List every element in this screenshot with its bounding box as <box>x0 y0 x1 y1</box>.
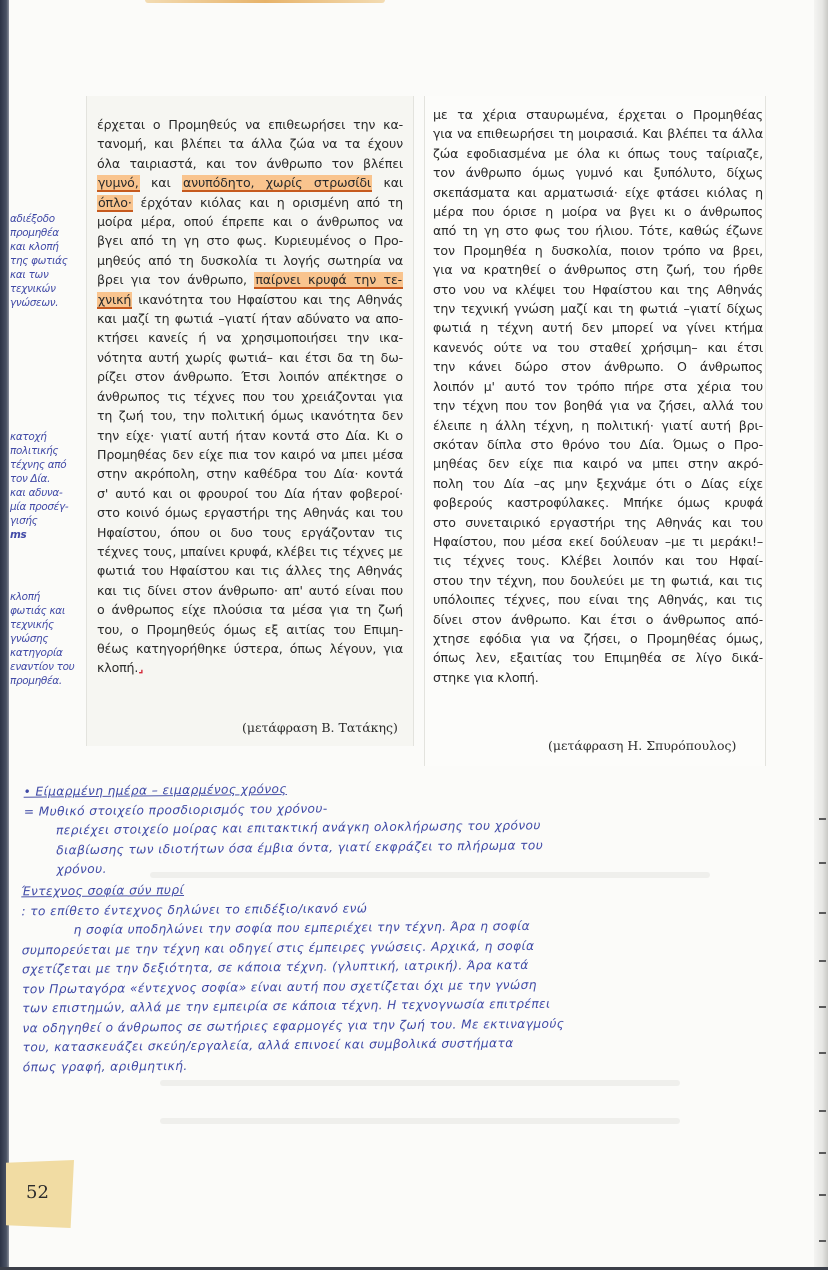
text-line: στο κοινό όμως εργαστήρι της Αθηνάς και του <box>97 505 403 521</box>
text-line: στου την τέχνη, που δουλεύει με τη φωτιά, και τις <box>433 572 763 588</box>
text-line: κτήσει κανείς ή να χρησιμοποιήσει την ικα- <box>97 330 403 346</box>
text-line: θέως κατηγορήθηκε ύστερα, όπως λέγουν, για <box>97 640 403 656</box>
text-line: σ' αυτό και οι φρουροί του Δία ήταν φοβεροί· <box>97 485 403 501</box>
text-line: όπως λεν, εξαιτίας του Επιμηθέα σε λίγο δικά- <box>433 650 763 666</box>
text-line: νότητα αυτή χωρίς φωτιά– και έτσι δα τη δω- <box>97 349 403 365</box>
text-line: τις τέχνες τους. Κλέβει λοιπόν και του Ηφαί- <box>433 553 763 569</box>
handwritten-note-eimarmeni: • Είμαρμένη ημέρα – ειμαρμένος χρόνος = Μυθικό στοιχείο προσδιορισμός του χρόνου- περιέχει στοιχείο μοίρας και επιτακτική ανάγκη ολοκλήρωσης του χρόνου διαβίωσης των ιδιοτήτων όσα έμβια όντα, γιατί εκφράζει το πλήρωμα του χρόνου. <box>24 777 544 880</box>
red-bracket-mark: ⌟ <box>138 662 144 676</box>
text-line-highlighted: χνική ικανότητα του Ηφαίστου και της Αθηνάς <box>98 291 403 307</box>
bleed-through-line <box>160 1080 680 1086</box>
top-page-tab <box>145 0 385 3</box>
text-line: Ηφαίστου, όπου οι δυο τους εργάζονταν τις <box>97 524 403 540</box>
highlight-texniki: χνική <box>98 291 132 307</box>
left-translation-text <box>97 115 403 679</box>
text-line: υπόλοιπες τέχνες, που είναι της Αθηνάς, και τις <box>433 592 763 608</box>
text-line: έλειπε η άλλη τέχνη, η πολιτική· γιατί αυτή βρι- <box>433 417 763 433</box>
text-line: κανενός ούτε να του σταθεί χρήσιμη– και έτσι <box>433 339 763 355</box>
text-line: σκόταν δίπλα στο θρόνο του Δία. Όμως ο Προ- <box>433 436 763 452</box>
text-line: χτησε εφόδια για να ζήσει, ο Προμηθέας όμως, <box>433 630 763 646</box>
text-line: και μαζί τη φωτιά –γιατί ήταν αδύνατο να απο- <box>97 311 403 327</box>
translator-credit-right: (μετάφραση Η. Σπυρόπουλος) <box>548 738 737 753</box>
text-line: λοιπόν μ' αυτό τον τρόπο πήρε στα χέρια του <box>433 378 763 394</box>
highlight-gymno: γυμνό, <box>98 175 139 191</box>
text-line: πολη του Δία –ας μην ξεχνάμε ότι ο Δίας είχε <box>433 475 763 491</box>
margin-note-theft-accusation: κλοπή φωτιάς και τεχνικής γνώσης κατηγορία εναντίον του προμηθέα. <box>10 591 75 687</box>
text-line: βγει από τη γη στο φως. Κυριευμένος ο Προ- <box>97 233 403 249</box>
text-line: κλοπή.⌟ <box>97 660 144 676</box>
text-line: σκεπάσματα και αρματωσιά· είχε φτάσει κιόλας η <box>433 184 763 200</box>
bleed-through-line <box>160 1118 680 1124</box>
margin-note-impasse: αδιέξοδο προμηθέα και κλοπή της φωτιάς και των τεχνικών γνώσεων. <box>10 213 68 309</box>
page-number: 52 <box>26 1182 49 1203</box>
text-line: φωτιά η τέχνη αυτή δεν μπορεί να γίνει κτήμα <box>433 320 763 336</box>
text-line: ο άνθρωπος είχε πλούσια τα μέσα για τη ζωή <box>97 602 403 618</box>
text-line: ζώα εφοδιασμένα με όλα κι όπως τους ταίριαζε, <box>433 145 763 161</box>
text-line: την είχε· γιατί αυτή ήταν κοντά στο Δία. Κι ο <box>97 427 403 443</box>
text-line: μηθεύς από τη δυσκολία τι λογής σωτηρία να <box>97 252 403 268</box>
text-line-highlighted: γυμνό, και ανυπόδητο, χωρίς στρωσίδι και <box>98 175 404 191</box>
text-line: έρχεται ο Προμηθεύς να επιθεωρήσει την κα- <box>97 117 403 132</box>
text-line: την τεχνική γνώση μαζί και τη φωτιά –γιατί δίχως <box>433 301 763 317</box>
text-line: φοβερούς καστροφύλακες. Μπήκε όμως κρυφά <box>433 495 763 511</box>
translator-credit-left: (μετάφραση Β. Τατάκης) <box>242 720 398 735</box>
right-translation-text <box>433 105 763 687</box>
text-line: μέρα που όρισε η μοίρα να βγει κι ο άνθρωπος <box>433 204 763 220</box>
note-heading: • Είμαρμένη ημέρα – ειμαρμένος χρόνος <box>23 781 288 799</box>
note-heading: Έντεχνος σοφία σύν πυρί <box>21 882 185 899</box>
text-line: στηκε για κλοπή. <box>433 669 539 685</box>
highlight-anypodito: ανυπόδητο, χωρίς στρωσίδι <box>183 175 372 191</box>
book-binding-edge <box>0 0 9 1270</box>
text-line: με τα χέρια σταυρωμένα, έρχεται ο Προμηθέας <box>433 107 763 122</box>
text-line: τον Προμηθέα η δυσκολία, ποιον τρόπο να βρει, <box>433 242 763 258</box>
text-line: Ηφαίστου, που μέσα εκεί δούλευαν –με τι μεράκι!– <box>433 533 763 549</box>
text-line: στο συνεταιρικό εργαστήρι της Αθηνάς και του <box>433 514 763 530</box>
text-line: στην ακρόπολη, στην καθέδρα του Δία· κοντά <box>97 466 403 482</box>
margin-note-political-art: κατοχή πολιτικής τέχνης από τον Δία. και αδυνα- μία προσέγ- γισής ms <box>10 431 69 541</box>
highlight-pairnei: παίρνει κρυφά την τε- <box>255 272 402 288</box>
text-line: την τέχνη που τον βοηθά για να ζήσει, αλλά του <box>433 398 763 414</box>
text-line: τον άνθρωπο όμως γυμνό και ξυπόλυτο, δίχως <box>433 165 763 181</box>
text-line: μοίρα μέρα, οπού έπρεπε και ο άνθρωπος να <box>97 214 403 230</box>
text-line: από τη γη στο φως του ήλιου. Τότε, καθώς έζωνε <box>433 223 763 239</box>
text-line-highlighted: όπλο· έρχόταν κιόλας και η ορισμένη από τη <box>98 194 403 210</box>
highlight-oplo: όπλο· <box>98 194 132 210</box>
text-line: και τις δίνει στον άνθρωπο· απ' αυτό είναι που <box>97 582 403 598</box>
text-line: για να κρατηθεί ο άνθρωπος στη ζωή, του ήρθε <box>433 262 763 278</box>
text-line: δίνει στον άνθρωπο. Και έτσι ο άνθρωπος από- <box>433 611 763 627</box>
text-line: τανομή, και βλέπει τα άλλα ζώα να τα έχουν <box>97 136 403 152</box>
text-line: την κάνει δώρο στον άνθρωπο. Ο άνθρωπος <box>433 359 763 375</box>
text-line: για να επιθεωρήσει τη μοιρασιά. Και βλέπει τα άλλα <box>433 126 763 142</box>
text-line: του, ο Προμηθεύς όμως εξ αιτίας του Επιμη- <box>97 621 403 637</box>
text-line-highlighted: βρει για τον άνθρωπο, παίρνει κρυφά την τε- <box>97 272 402 288</box>
page-stack-edge <box>814 0 828 1270</box>
text-line: ρίζει στον άνθρωπο. Έτσι λοιπόν απέκτησε ο <box>97 369 403 385</box>
handwritten-note-entechnos-sofia: Έντεχνος σοφία σύν πυρί : το επίθετο έντεχνος δηλώνει το επιδέξιο/ικανό ενώ η σοφία υποδηλώνει την σοφία που εμπεριέχει την τέχνη. Άρα η σοφία συμπορεύεται με την τέχνη και οδηγεί στις έμπειρες γνώσεις. Αρχικά, η σοφία σχετίζεται με την δεξιότητα, σε κάποια τέχνη. (γλυπτική, ιατρική). Άρα κατά τον Πρωταγόρα «έντεχνος σοφία» είναι αυτή που σχετίζεται όχι με την γνώση των επιστημών, αλλά με την εμπειρία σε κάποια τέχνη. Η τεχνογνωσία επιτρέπει να οδηγηθεί ο άνθρωπος σε σωτήριες εφαρμογές για την ζωή του. Με εκτιναγμούς του, κατασκευάζει σκεύη/εργαλεία, αλλά επινοεί και συμβολικά συστήματα όπως γραφή, αριθμητική. <box>21 878 565 1078</box>
text-line: μηθέας δεν είχε πια καιρό να μπει στην ακρό- <box>433 456 763 472</box>
text-line: Προμηθέας δεν είχε πια τον καιρό να μπει μέσα <box>97 446 403 462</box>
text-line: στο νου να κλέψει του Ηφαίστου και της Αθηνάς <box>433 281 763 297</box>
text-line: τέχνες τους, μπαίνει κρυφά, κλέβει τις τέχνες με <box>97 543 403 559</box>
text-line: φωτιά του Ηφαίστου και τις άλλες της Αθηνάς <box>97 563 403 579</box>
text-line: άνθρωπος τις τέχνες που του χρειάζονται για <box>97 388 403 404</box>
text-line: όλα ταιριαστά, και τον άνθρωπο τον βλέπει <box>97 155 403 171</box>
text-line: τη ζωή του, την πολιτική όμως ικανότητα δεν <box>97 408 403 424</box>
